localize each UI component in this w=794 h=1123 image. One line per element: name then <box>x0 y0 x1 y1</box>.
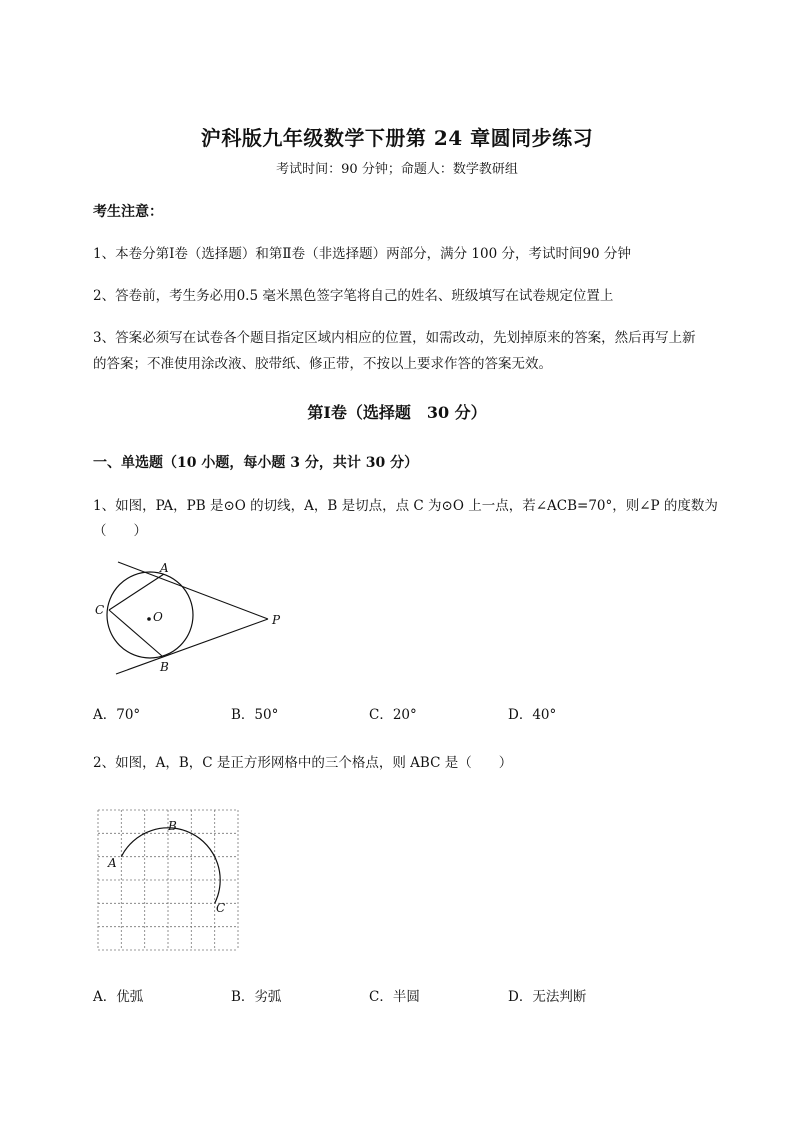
tangent-line-pb <box>116 619 268 674</box>
question-2-stem: 2、如图，A，B，C 是正方形网格中的三个格点，则 ABC 是（ ） <box>93 755 513 771</box>
label-a: A <box>108 856 117 870</box>
question-1-answer-blank: （ ） <box>93 523 147 539</box>
notice-item-3: 3、答案必须写在试卷各个题目指定区域内相应的位置，如需改动，先划掉原来的答案，然后再写上新 <box>93 330 696 346</box>
label-c: C <box>95 603 105 617</box>
question-1-stem: 1、如图，PA，PB 是⊙O 的切线，A，B 是切点，点 C 为⊙O 上一点，若∠ACB=70°，则∠P 的度数为 <box>93 498 718 514</box>
notice-item-3-continued: 的答案；不准使用涂改液、胶带纸、修正带，不按以上要求作答的答案无效。 <box>93 356 552 372</box>
notice-item-1: 1、本卷分第Ⅰ卷（选择题）和第Ⅱ卷（非选择题）两部分，满分 100 分，考试时间90 分钟 <box>93 246 631 262</box>
question-1-option-d[interactable]: D．40° <box>508 707 557 723</box>
exam-info: 考试时间：90 分钟；命题人：数学教研组 <box>276 162 518 177</box>
part-heading: 一、单选题（10 小题，每小题 3 分，共计 30 分） <box>93 455 419 471</box>
question-1-figure <box>88 558 298 680</box>
question-2-figure <box>94 806 242 954</box>
question-2-option-d[interactable]: D．无法判断 <box>508 989 587 1005</box>
section-title: 第Ⅰ卷（选择题 30 分） <box>307 403 487 422</box>
label-o: O <box>153 610 163 624</box>
center-point-o <box>147 617 151 621</box>
label-c: C <box>216 901 226 915</box>
label-a: A <box>160 561 169 575</box>
notice-heading: 考生注意： <box>93 204 163 220</box>
notice-item-2: 2、答卷前，考生务必用0.5 毫米黑色签字笔将自己的姓名、班级填写在试卷规定位置上 <box>93 288 614 304</box>
question-2-option-a[interactable]: A．优弧 <box>93 989 144 1005</box>
arc-abc <box>121 828 220 903</box>
question-2-option-b[interactable]: B．劣弧 <box>231 989 282 1005</box>
question-1-option-b[interactable]: B．50° <box>231 707 279 723</box>
label-p: P <box>272 613 281 627</box>
label-b: B <box>168 819 177 833</box>
chord-ca <box>109 574 164 610</box>
label-b: B <box>160 660 169 674</box>
question-1-option-c[interactable]: C．20° <box>369 707 417 723</box>
question-2-option-c[interactable]: C．半圆 <box>369 989 420 1005</box>
page-title: 沪科版九年级数学下册第 24 章圆同步练习 <box>200 126 594 150</box>
question-1-option-a[interactable]: A．70° <box>93 707 141 723</box>
